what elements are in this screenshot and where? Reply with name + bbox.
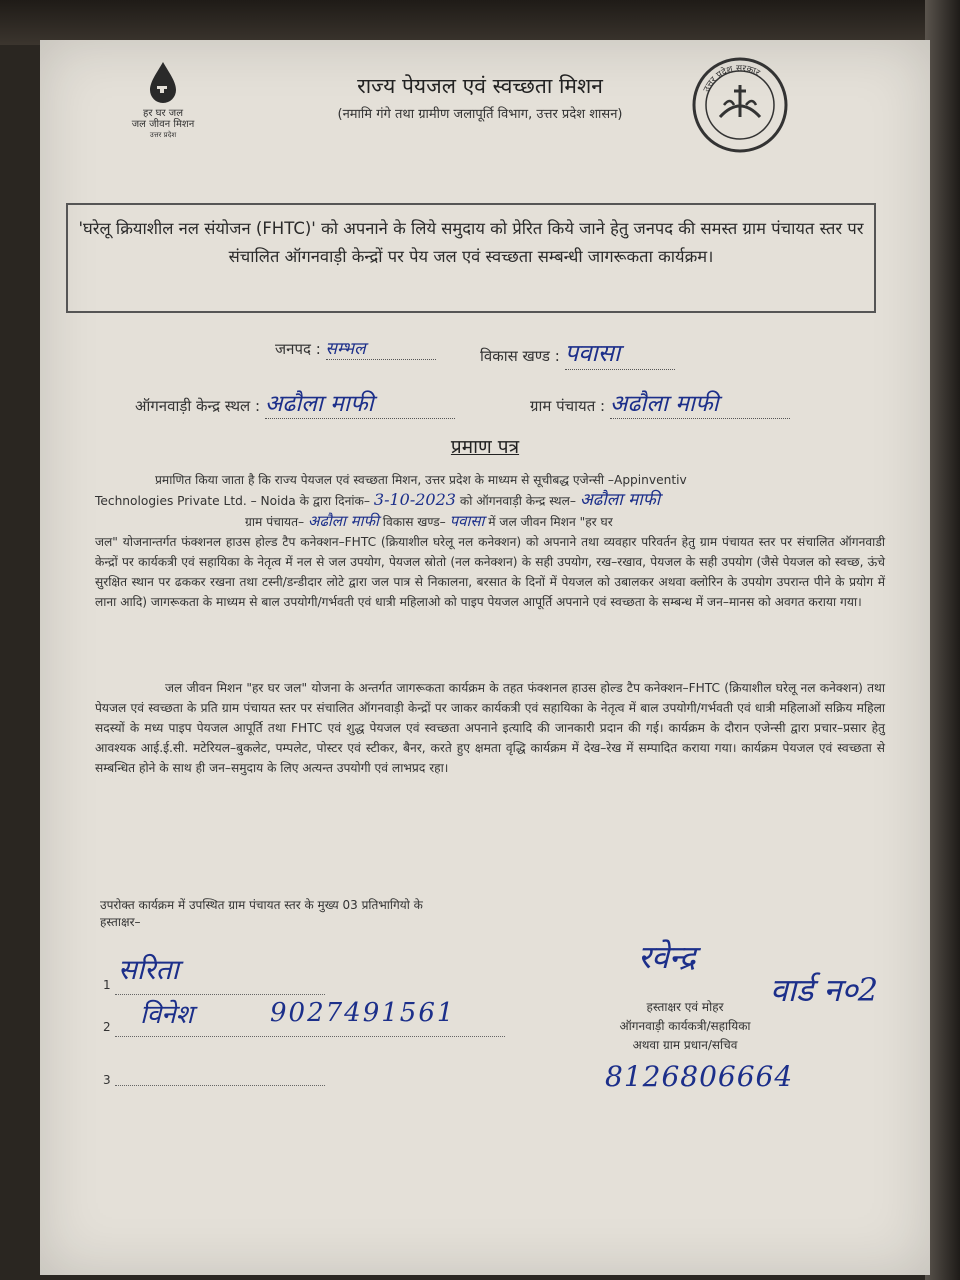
paragraph-2: जल जीवन मिशन "हर घर जल" योजना के अन्तर्गत जागरूकता कार्यक्रम के तहत फंक्शनल हाउस होल्ड टैप कनेक्शन–FHTC (क्रियाशील घरेलू नल कनेक्शन) तथा पेयजल एवं स्वच्छता के प्रति ग्राम पंचायत स्तर पर संचालित ऑगनवाड़ी केन्द्रों पर जाकर कार्यकत्री एवं सहायिका के नेतृत्व में बाल उपयोगी/गर्भवती एवं धात्री महिलाओं सक्रिय महिला सदस्यों के मध्य पाइप पेयजल आपूर्ति तथा FHTC एवं शुद्ध पेयजल एवं स्वच्छता अपनाने इत्यादि की जानकारी प्रदान की गई। कार्यक्रम के दौरान एजेन्सी द्वारा प्रचार–प्रसार हेतु आवश्यक आई.ई.सी. मटेरियल–बुकलेट, पम्पलेट, पोस्टर एवं स्टीकर, बैनर, करते हुए क्षमता वृद्धि कार्यक्रम में देख–रेख में सम्पादित कराया गया। कार्यक्रम पेयजल एवं स्वच्छता से सम्बन्धित होने के साथ ही जन–समुदाय के लिए अत्यन्त उपयोगी एवं लाभप्रद रहा।: [95, 681, 885, 775]
official-line-3: अथवा ग्राम प्रधान/सचिव: [632, 1038, 738, 1052]
block-field: [480, 336, 675, 370]
program-title-box: [66, 203, 876, 313]
official-signature: रवेन्द्र: [638, 938, 696, 976]
participant-number-1: 1: [103, 978, 111, 992]
district-value: सम्भल: [326, 336, 436, 360]
participant-signature-1: सरिता: [118, 953, 179, 986]
official-phone: 8126806664: [605, 1060, 794, 1093]
para1-rest: जल" योजनान्तर्गत फंक्शनल हाउस होल्ड टैप कनेक्शन–FHTC (क्रियाशील घरेलू नल कनेक्शन) को अपनाने तथा व्यवहार परिवर्तन हेतु ग्राम पंचायत स्तर पर संचालित ऑगनवाडी केन्द्रों पर कार्यकत्री एवं सहायिका के नेतृत्व में नल से जल उपयोग, पेयजल स्रोतो (नल कनेक्शन) के सही उपयोग, रख–रखाव, पेयजल के सही उपयोग (जैसे पेयजल को स्वच्छ, ऊंचे सुरक्षित स्थान पर ढककर रखना तथा टस्नी/डन्डीदार लोटे द्वारा जल पात्र से निकालना, बरसात के दिनों में पेयजल को उबालकर अथवा क्लोरिन के उपयोग उपरान्त पीने के प्रयोग में लाना आदि) जागरूकता के माध्यम से बाल उपयोगी/गर्भवती एवं धात्री महिलाओ को पाइप पेयजल आपूर्ति अपनाने एवं स्वच्छता के सम्बन्ध में जन–मानस को अवगत कराया गया।: [95, 535, 885, 609]
para1-site: अढौला माफी: [579, 490, 661, 510]
participant-phone-2: 9027491561: [270, 998, 456, 1028]
para1-block: पवासा: [449, 512, 485, 530]
paragraph-1: [95, 470, 885, 612]
participant-number-3: 3: [103, 1073, 111, 1087]
para1-line2-mid: को ऑगनवाड़ी केन्द्र स्थल–: [459, 494, 576, 508]
signature-line-2: [115, 1036, 505, 1037]
ward-number: वार्ड न०2: [770, 971, 879, 1009]
para1-line3-a: ग्राम पंचायत–: [245, 515, 305, 529]
participant-number-2: 2: [103, 1020, 111, 1034]
para1-gram: अढौला माफी: [308, 512, 379, 530]
block-value: पवासा: [565, 336, 675, 370]
header-title: राज्य पेयजल एवं स्वच्छता मिशन: [357, 74, 603, 98]
header-subtitle: (नमामि गंगे तथा ग्रामीण जलापूर्ति विभाग, उत्तर प्रदेश शासन): [337, 107, 623, 122]
logo-caption-2: जल जीवन मिशन: [131, 119, 195, 130]
logo-caption-1: हर घर जल: [143, 108, 183, 119]
participants-caption: [100, 896, 560, 930]
anganwadi-value: अढौला माफी: [265, 386, 455, 419]
participants-caption-2: हस्ताक्षर–: [100, 915, 141, 929]
anganwadi-label: ऑगनवाड़ी केन्द्र स्थल :: [135, 397, 261, 415]
gram-value: अढौला माफी: [610, 386, 790, 419]
para1-line1: प्रमाणित किया जाता है कि राज्य पेयजल एवं स्वच्छता मिशन, उत्तर प्रदेश के माध्यम से सूचीबद्ध एजेन्सी –Appinventiv: [155, 473, 687, 487]
district-label: जनपद :: [275, 340, 321, 358]
official-line-2: ऑगनवाड़ी कार्यकत्री/सहायिका: [619, 1019, 751, 1033]
gram-field: [530, 386, 790, 419]
para1-line3-b: विकास खण्ड–: [382, 515, 446, 529]
para1-line2-pre: Technologies Private Ltd. – Noida के द्वारा दिनांक–: [95, 494, 371, 508]
official-line-1: हस्ताक्षर एवं मोहर: [646, 1000, 724, 1014]
district-field: [275, 336, 436, 360]
seal-text: उत्तर प्रदेश सरकार: [701, 63, 762, 94]
certificate-title: प्रमाण पत्र: [450, 436, 520, 458]
official-designation: [595, 998, 775, 1055]
logo-caption-3: उत्तर प्रदेश: [149, 131, 177, 139]
participant-signature-2: विनेश: [140, 1000, 194, 1030]
signature-line-3: [115, 1085, 325, 1086]
photo-background-top: [0, 0, 960, 45]
program-title: 'घरेलू क्रियाशील नल संयोजन (FHTC)' को अपनाने के लिये समुदाय को प्रेरित किये जाने हेतु जनपद की समस्त ग्राम पंचायत स्तर पर संचालित ऑगनवाड़ी केन्द्रों पर पेय जल एवं स्वच्छता सम्बन्धी जागरूकता कार्यक्रम।: [78, 219, 864, 266]
para1-line3-c: में जल जीवन मिशन "हर घर: [488, 515, 613, 529]
program-date: 3-10-2023: [373, 490, 456, 509]
photo-background-right: [925, 0, 960, 1280]
gram-label: ग्राम पंचायत :: [530, 397, 606, 415]
anganwadi-field: [135, 386, 455, 419]
block-label: विकास खण्ड :: [480, 347, 560, 365]
participants-caption-1: उपरोक्त कार्यक्रम में उपस्थित ग्राम पंचायत स्तर के मुख्य 03 प्रतिभागियो के: [100, 898, 423, 912]
